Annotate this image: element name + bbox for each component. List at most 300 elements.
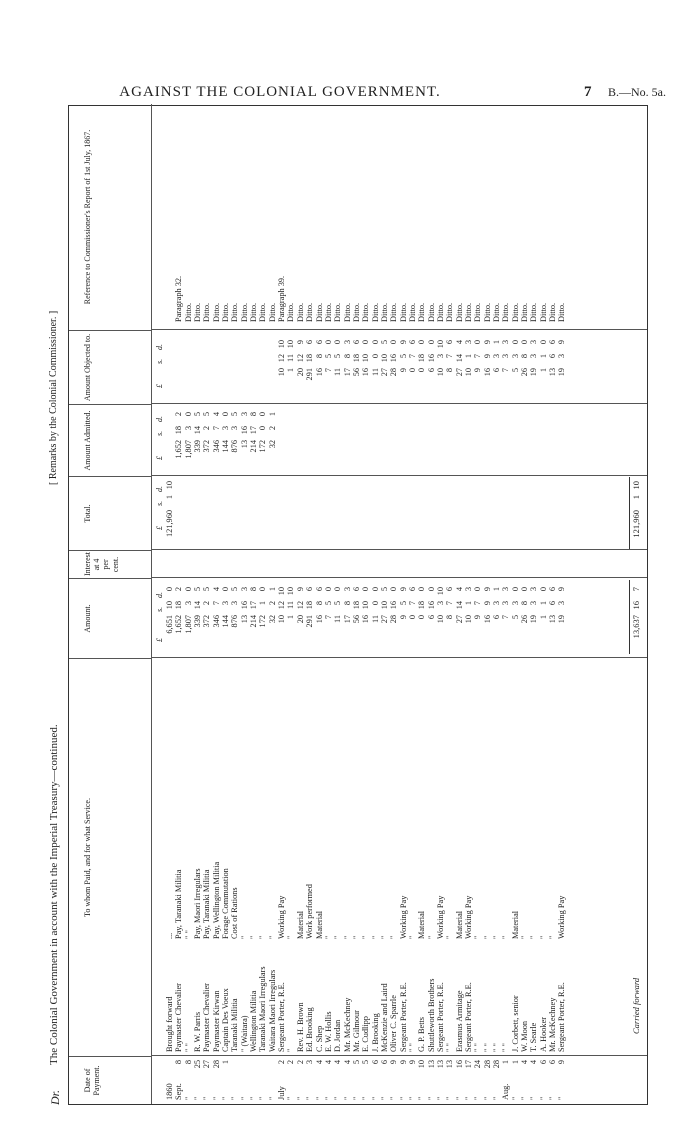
row-objected-shillings: 16 [426, 354, 436, 363]
row-amount-pounds: 27 [379, 615, 389, 624]
row-objected-pence: 5 [379, 340, 389, 345]
row-month: " [548, 1096, 558, 1100]
table-row [492, 104, 501, 1104]
unit-pence: d. [155, 592, 164, 598]
cf-amount-shillings: 16 [631, 601, 641, 610]
table-row [473, 104, 482, 1104]
unit-shilling: s. [155, 500, 164, 506]
row-month: July [277, 1086, 287, 1100]
row-amount-pence: 10 [277, 587, 287, 596]
row-day: 17 [464, 1060, 473, 1069]
row-day: 6 [379, 1060, 389, 1065]
row-amount-pounds: 1,807 [183, 615, 193, 634]
row-objected-pence: 1 [492, 340, 502, 345]
row-amount-pounds: 876 [230, 615, 240, 628]
row-day: 28 [211, 1060, 221, 1069]
row-amount-pounds: 9 [473, 615, 483, 620]
table-row [501, 104, 510, 1104]
row-payee: Sergeant Porter, R.E. [464, 982, 473, 1052]
row-objected-shillings: 6 [548, 354, 558, 359]
row-service: " [351, 935, 361, 939]
row-objected-shillings: 3 [501, 354, 511, 359]
table-row [436, 104, 445, 1104]
row-service: " [370, 935, 380, 939]
row-objected-pounds: 6 [426, 368, 436, 373]
row-admitted-shillings: 14 [193, 426, 203, 435]
row-day: 2 [295, 1060, 305, 1065]
row-objected-shillings: 10 [361, 354, 371, 363]
row-month: " [435, 1096, 445, 1100]
unit-pound: £ [155, 526, 164, 530]
page-number: 7 [584, 84, 592, 100]
row-objected-shillings: 0 [370, 354, 380, 359]
row-amount-shillings: 1 [464, 601, 473, 606]
row-objected-shillings: 3 [492, 354, 502, 359]
row-month: " [379, 1096, 389, 1100]
row-amount-pounds: 346 [211, 615, 221, 628]
row-reference: Ditto. [548, 302, 558, 322]
row-service: Working Pay [435, 895, 445, 939]
table-row [548, 104, 557, 1104]
row-reference: Ditto. [239, 302, 249, 322]
row-amount-pounds: 26 [520, 615, 530, 624]
row-amount-pence: 5 [193, 587, 203, 592]
row-amount-shillings: 10 [379, 601, 389, 610]
row-day: 28 [492, 1060, 502, 1069]
row-amount-pounds: 16 [361, 615, 371, 624]
cf-total-shillings: 1 [631, 495, 641, 500]
row-amount-pence: 0 [389, 587, 399, 592]
row-amount-shillings: 18 [351, 601, 361, 610]
row-day: 3 [305, 1060, 315, 1065]
row-amount-pence: 4 [454, 587, 464, 592]
row-objected-pence: 6 [305, 340, 315, 345]
row-objected-pounds: 9 [473, 368, 483, 373]
row-amount-pence: 6 [445, 587, 455, 592]
row-reference: Ditto. [249, 302, 259, 322]
row-objected-pounds: 7 [323, 368, 333, 373]
row-month: " [417, 1096, 427, 1100]
row-objected-shillings: 3 [435, 354, 445, 359]
row-objected-pence: 0 [417, 340, 427, 345]
row-objected-pence: 3 [342, 340, 352, 345]
row-month: " [202, 1096, 212, 1100]
row-amount-pence: 8 [249, 587, 259, 592]
row-objected-shillings: 12 [277, 354, 287, 363]
row-objected-pence: 0 [538, 340, 548, 345]
row-objected-pence: 4 [454, 340, 464, 345]
row-amount-shillings: 5 [333, 601, 343, 606]
row-admitted-pounds: 214 [249, 440, 259, 453]
row-objected-shillings: 3 [557, 354, 567, 359]
row-payee: Sergeant Porter, R.E. [398, 982, 408, 1052]
unit-pence: d. [155, 344, 164, 350]
row-total-shillings: 1 [165, 495, 174, 500]
row-reference: Ditto. [464, 302, 473, 322]
row-amount-pence: 0 [221, 587, 231, 592]
row-objected-pence: 10 [435, 340, 445, 349]
row-reference: Ditto. [426, 302, 436, 322]
row-reference: Ditto. [323, 302, 333, 322]
table-row [333, 104, 342, 1104]
row-objected-shillings: 8 [520, 354, 530, 359]
row-month: " [342, 1096, 352, 1100]
table-row [240, 104, 249, 1104]
row-admitted-shillings: 3 [221, 426, 231, 431]
row-objected-pence: 0 [510, 340, 520, 345]
row-day: 13 [435, 1060, 445, 1069]
row-objected-pounds: 9 [398, 368, 408, 373]
row-day: 9 [557, 1060, 567, 1065]
row-objected-pence: 0 [333, 340, 343, 345]
row-day: 4 [520, 1060, 530, 1065]
row-admitted-pence: 3 [239, 412, 249, 417]
row-objected-pence: 9 [482, 340, 492, 345]
row-reference: Ditto. [314, 302, 324, 322]
row-month: " [361, 1096, 371, 1100]
row-service: Work performed [305, 884, 315, 939]
row-objected-pence: 0 [426, 340, 436, 345]
row-objected-shillings: 8 [342, 354, 352, 359]
row-objected-pounds: 1 [538, 368, 548, 373]
row-admitted-pence: 5 [230, 412, 240, 417]
row-admitted-pence: 5 [193, 412, 203, 417]
row-payee: Sergeant Porter, R.E. [435, 982, 445, 1052]
row-amount-pence: 0 [538, 587, 548, 592]
table-row [277, 104, 286, 1104]
row-amount-pounds: 56 [351, 615, 361, 624]
row-objected-pounds: 28 [389, 368, 399, 377]
row-amount-shillings: 3 [183, 601, 193, 606]
row-service: Pay, Taranaki Militia [202, 869, 212, 939]
table-row [511, 104, 520, 1104]
row-amount-pounds: 1 [286, 615, 296, 620]
row-amount-pounds: 1,652 [174, 615, 184, 634]
table-row [324, 104, 333, 1104]
row-amount-shillings: 8 [314, 601, 324, 606]
row-amount-shillings: 3 [501, 601, 511, 606]
row-payee: T. Searle [529, 1022, 539, 1052]
row-amount-pence: 0 [361, 587, 371, 592]
row-objected-shillings: 3 [510, 354, 520, 359]
row-day: 8 [174, 1060, 184, 1065]
dr-label: Dr. [48, 1089, 62, 1105]
row-admitted-pounds: 13 [239, 440, 249, 449]
row-admitted-pence: 0 [258, 412, 268, 417]
row-day: 5 [351, 1060, 361, 1065]
row-reference: Ditto. [529, 302, 539, 322]
table-row [557, 104, 566, 1104]
row-amount-pence: 5 [379, 587, 389, 592]
row-amount-pence: 0 [417, 587, 427, 592]
row-day: 28 [482, 1060, 492, 1069]
row-service: " [492, 935, 502, 939]
row-amount-pence: 0 [333, 587, 343, 592]
row-objected-pence: 10 [277, 340, 287, 349]
row-service: Working Pay [277, 895, 287, 939]
row-amount-pounds: 19 [529, 615, 539, 624]
row-payee: " " [482, 1043, 492, 1052]
row-reference: Ditto. [407, 302, 417, 322]
row-amount-pence: 0 [473, 587, 483, 592]
row-day: 8 [183, 1060, 193, 1065]
row-reference: Ditto. [258, 302, 268, 322]
row-amount-shillings: 8 [342, 601, 352, 606]
row-month: " [183, 1096, 193, 1100]
row-reference: Paragraph 32. [174, 275, 184, 322]
row-month: " [314, 1096, 324, 1100]
carried-forward-row [631, 104, 643, 1104]
row-service: Working Pay [398, 895, 408, 939]
row-month: " [249, 1096, 259, 1100]
row-amount-shillings: 7 [473, 601, 483, 606]
table-row [389, 104, 398, 1104]
account-table [68, 105, 648, 1105]
row-admitted-pounds: 32 [267, 440, 277, 449]
row-amount-pounds: 5 [510, 615, 520, 620]
row-reference: Ditto. [473, 302, 483, 322]
row-amount-shillings: 11 [286, 601, 296, 609]
row-amount-shillings: 10 [165, 601, 174, 610]
row-amount-pence: 0 [426, 587, 436, 592]
table-row [352, 104, 361, 1104]
table-row [212, 104, 221, 1104]
table-row [399, 104, 408, 1104]
row-reference: Ditto. [361, 302, 371, 322]
row-month: " [482, 1096, 492, 1100]
row-amount-pence: 6 [548, 587, 558, 592]
row-payee: Captain Des Voeux [221, 988, 231, 1052]
row-month: Aug. [501, 1083, 511, 1100]
table-row [380, 104, 389, 1104]
row-amount-shillings: 3 [435, 601, 445, 606]
row-day: 16 [454, 1060, 464, 1069]
row-day: 9 [398, 1060, 408, 1065]
header-divider [151, 104, 152, 1104]
row-objected-shillings: 18 [305, 354, 315, 363]
row-payee: " " [501, 1043, 511, 1052]
row-service: " [407, 935, 417, 939]
table-row [230, 104, 239, 1104]
row-objected-pounds: 16 [314, 368, 324, 377]
row-admitted-pounds: 372 [202, 440, 212, 453]
row-objected-pence: 0 [389, 340, 399, 345]
row-service: " [529, 935, 539, 939]
cf-amount-pence: 7 [631, 587, 641, 592]
row-amount-pence: 9 [398, 587, 408, 592]
row-payee: C. Shep [314, 1025, 324, 1052]
row-objected-shillings: 10 [379, 354, 389, 363]
row-month: " [221, 1096, 231, 1100]
row-amount-pounds: 13 [548, 615, 558, 624]
row-amount-shillings: 7 [211, 601, 221, 606]
row-day: 10 [417, 1060, 427, 1069]
row-day: 1 [510, 1060, 520, 1065]
row-amount-pounds: 291 [305, 615, 315, 628]
row-day: 24 [473, 1060, 483, 1069]
row-admitted-pounds: 172 [258, 440, 268, 453]
row-objected-pounds: 19 [529, 368, 539, 377]
row-service: " [342, 935, 352, 939]
row-reference: Ditto. [454, 302, 464, 322]
row-amount-shillings: 5 [398, 601, 408, 606]
row-objected-pence: 6 [445, 340, 455, 345]
row-admitted-shillings: 3 [230, 426, 240, 431]
row-month: " [333, 1096, 343, 1100]
row-amount-pence: 0 [258, 587, 268, 592]
table-row [249, 104, 258, 1104]
table-row [258, 104, 267, 1104]
row-payee: " [286, 1048, 296, 1052]
row-objected-shillings: 5 [333, 354, 343, 359]
row-month: " [239, 1096, 249, 1100]
row-amount-shillings: 3 [510, 601, 520, 606]
row-payee: R. W. Parris [193, 1011, 203, 1052]
row-amount-pence: 10 [435, 587, 445, 596]
row-service: Material [314, 910, 324, 939]
row-amount-pence: 10 [286, 587, 296, 596]
table-row [417, 104, 426, 1104]
row-objected-shillings: 1 [538, 354, 548, 359]
row-payee: Taranaki Maori Irregulars [258, 966, 268, 1052]
row-admitted-pounds: 346 [211, 440, 221, 453]
row-amount-pence: 3 [501, 587, 511, 592]
row-amount-pence: 0 [165, 587, 174, 592]
row-month: " [286, 1096, 296, 1100]
row-amount-shillings: 18 [174, 601, 184, 610]
row-payee: Paymaster Chevalier [202, 983, 212, 1052]
row-payee: Taranaki Militia [230, 998, 240, 1052]
row-objected-pounds: 8 [445, 368, 455, 373]
row-admitted-pounds: 339 [193, 440, 203, 453]
table-row [361, 104, 370, 1104]
row-objected-pounds: 20 [295, 368, 305, 377]
row-admitted-shillings: 2 [202, 426, 212, 431]
row-day: 6 [548, 1060, 558, 1065]
row-day: 4 [314, 1060, 324, 1065]
row-objected-pence: 3 [529, 340, 539, 345]
row-objected-pence: 6 [407, 340, 417, 345]
row-amount-pounds: 7 [501, 615, 511, 620]
row-admitted-pounds: 1,807 [183, 440, 193, 459]
row-objected-pence: 9 [557, 340, 567, 345]
row-payee: Oliver C. Sparrle [389, 995, 399, 1052]
row-objected-pence: 0 [473, 340, 483, 345]
row-reference: Ditto. [305, 302, 315, 322]
table-row [464, 104, 473, 1104]
row-month: " [529, 1096, 539, 1100]
row-amount-shillings: 1 [258, 601, 268, 606]
row-admitted-shillings: 16 [239, 426, 249, 435]
row-month: " [464, 1096, 473, 1100]
row-service: " [548, 935, 558, 939]
row-amount-pence: 3 [464, 587, 473, 592]
row-month: Sept. [174, 1083, 184, 1100]
row-amount-pounds: 0 [407, 615, 417, 620]
row-month: 1860 [165, 1083, 174, 1100]
row-service: Pay, Wellington Militia [211, 861, 221, 939]
row-amount-shillings: 6 [548, 601, 558, 606]
row-payee: Mr. Gilmour [351, 1010, 361, 1052]
row-amount-pounds: 1 [538, 615, 548, 620]
row-service: ... [165, 932, 174, 939]
row-amount-pence: 0 [323, 587, 333, 592]
row-amount-shillings: 17 [249, 601, 259, 610]
row-service: " [258, 935, 268, 939]
row-payee: A. Hooker [538, 1016, 548, 1052]
row-service: " [445, 935, 455, 939]
row-payee: Mr. McKechney [342, 997, 352, 1052]
cf-total-pence: 10 [631, 481, 641, 490]
row-total-pence: 10 [165, 481, 174, 490]
row-amount-pence: 6 [407, 587, 417, 592]
row-reference: Ditto. [370, 302, 380, 322]
row-amount-pounds: 172 [258, 615, 268, 628]
table-row [539, 104, 548, 1104]
row-admitted-pence: 0 [183, 412, 193, 417]
row-amount-pounds: 13 [239, 615, 249, 624]
row-objected-pounds: 1 [286, 368, 296, 373]
row-month: " [538, 1096, 548, 1100]
row-service: " [239, 935, 249, 939]
row-amount-shillings: 3 [492, 601, 502, 606]
row-reference: Ditto. [351, 302, 361, 322]
row-day: 4 [333, 1060, 343, 1065]
row-payee: G. P. Betts [417, 1016, 427, 1052]
row-amount-pounds: 17 [342, 615, 352, 624]
row-amount-pence: 3 [239, 587, 249, 592]
row-amount-pounds: 214 [249, 615, 259, 628]
row-payee: " " [473, 1043, 483, 1052]
row-month: " [258, 1096, 268, 1100]
row-payee: " " [183, 1043, 193, 1052]
row-amount-shillings: 18 [305, 601, 315, 610]
row-payee: Brought forward [165, 996, 174, 1052]
unit-shilling: s. [155, 606, 164, 612]
row-service: " [473, 935, 483, 939]
row-admitted-pence: 0 [221, 412, 231, 417]
row-payee: E. W. Hollis [323, 1011, 333, 1052]
rotated-account-table [40, 105, 680, 1105]
row-day: 1 [221, 1060, 231, 1065]
row-objected-shillings: 7 [407, 354, 417, 359]
row-payee: J. Brooking [370, 1013, 380, 1052]
row-objected-pounds: 10 [464, 368, 473, 377]
row-reference: Paragraph 39. [277, 275, 287, 322]
row-month: " [426, 1096, 436, 1100]
row-admitted-pence: 2 [174, 412, 184, 417]
row-objected-shillings: 7 [445, 354, 455, 359]
row-payee: Ed. Brooking [305, 1007, 315, 1052]
table-row [371, 104, 380, 1104]
col-admitted: Amount Admitted. [69, 404, 151, 476]
row-day: 9 [407, 1060, 417, 1065]
row-reference: Ditto. [445, 302, 455, 322]
row-objected-shillings: 8 [314, 354, 324, 359]
row-payee: Wellington Militia [249, 990, 259, 1052]
row-day: 9 [389, 1060, 399, 1065]
row-amount-pounds: 10 [277, 615, 287, 624]
row-payee: Shuttleworth Brothers [426, 978, 436, 1052]
table-row [408, 104, 417, 1104]
col-payee: To whom Paid, and for what Service. [69, 658, 151, 1056]
table-row [268, 104, 277, 1104]
row-amount-shillings: 0 [370, 601, 380, 606]
row-payee: " " [445, 1043, 455, 1052]
row-service: Material [510, 910, 520, 939]
row-reference: Ditto. [417, 302, 427, 322]
row-payee: Rev. H. Brown [295, 1002, 305, 1052]
